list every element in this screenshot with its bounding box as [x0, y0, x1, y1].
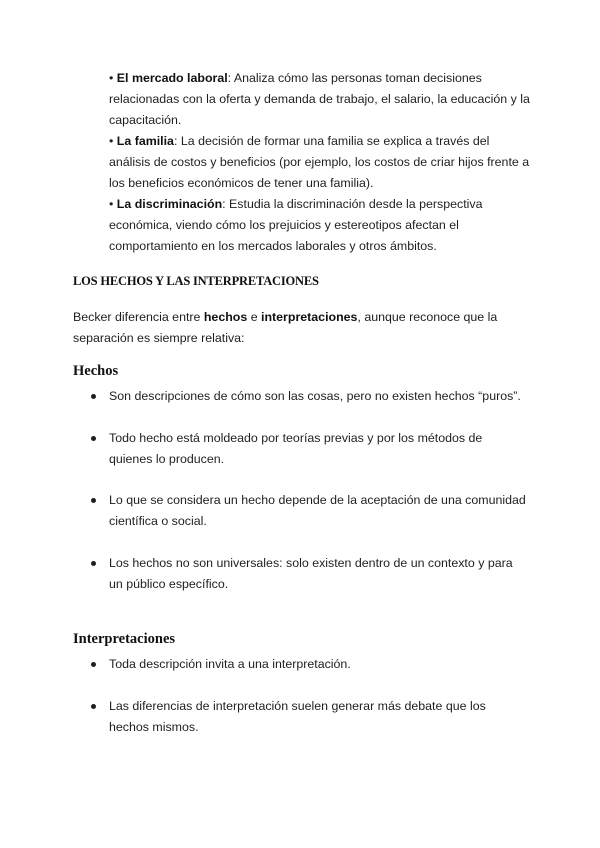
list-item	[109, 490, 529, 532]
bullet-marker: •	[109, 71, 114, 85]
bullet-dot-icon	[91, 394, 96, 399]
bullet-term: La familia	[116, 134, 174, 148]
bullet-dot-icon	[91, 662, 96, 667]
list-item	[109, 654, 529, 675]
section-title: LOS HECHOS Y LAS INTERPRETACIONES	[73, 274, 319, 288]
bullet-discriminacion	[109, 194, 534, 257]
paragraph-bold-hechos: hechos	[203, 310, 248, 324]
hechos-title: Hechos	[73, 363, 119, 379]
list-item	[109, 428, 529, 470]
list-item-text: Todo hecho está moldeado por teorías previas y por los métodos de quienes lo producen.	[109, 431, 483, 466]
bullet-text: : La decisión de formar una familia se explica a través del análisis de costos y beneficios (por ejemplo, los costos de criar hijos frente a los beneficios económicos de tener una familia).	[109, 134, 530, 190]
intro-paragraph	[73, 307, 528, 349]
bullet-marker: •	[109, 197, 114, 211]
bullet-dot-icon	[91, 498, 96, 503]
list-item-text: Toda descripción invita a una interpretación.	[109, 657, 351, 671]
list-item-text: Son descripciones de cómo son las cosas, pero no existen hechos “puros”.	[109, 389, 521, 403]
paragraph-text: e	[247, 310, 262, 324]
bullet-dot-icon	[91, 436, 96, 441]
bullet-mercado-laboral	[109, 68, 534, 131]
bullet-term: La discriminación	[116, 197, 223, 211]
bullet-dot-icon	[91, 704, 96, 709]
list-item	[109, 696, 529, 738]
list-item	[109, 553, 529, 595]
list-item-text: Las diferencias de interpretación suelen generar más debate que los hechos mismos.	[109, 699, 486, 734]
bullet-term: El mercado laboral	[116, 71, 228, 85]
paragraph-bold-interpretaciones: interpretaciones	[261, 310, 358, 324]
bullet-familia	[109, 131, 534, 194]
interpretaciones-title: Interpretaciones	[73, 631, 176, 647]
bullet-dot-icon	[91, 561, 96, 566]
paragraph-text: , aunque reconoce que la separación es siempre relativa:	[73, 310, 498, 345]
paragraph-text: Becker diferencia entre	[73, 310, 204, 324]
bullet-text: : Estudia la discriminación desde la perspectiva económica, viendo cómo los prejuicios y estereotipos afectan el comportamiento en los mercados laborales y otros ámbitos.	[109, 197, 483, 253]
bullet-text: : Analiza cómo las personas toman decisiones relacionadas con la oferta y demanda de trabajo, el salario, la educación y la capacitación.	[109, 71, 530, 127]
list-item-text: Lo que se considera un hecho depende de la aceptación de una comunidad científica o social.	[109, 493, 526, 528]
list-item	[109, 386, 529, 407]
list-item-text: Los hechos no son universales: solo existen dentro de un contexto y para un público específico.	[109, 556, 513, 591]
bullet-marker: •	[109, 134, 114, 148]
